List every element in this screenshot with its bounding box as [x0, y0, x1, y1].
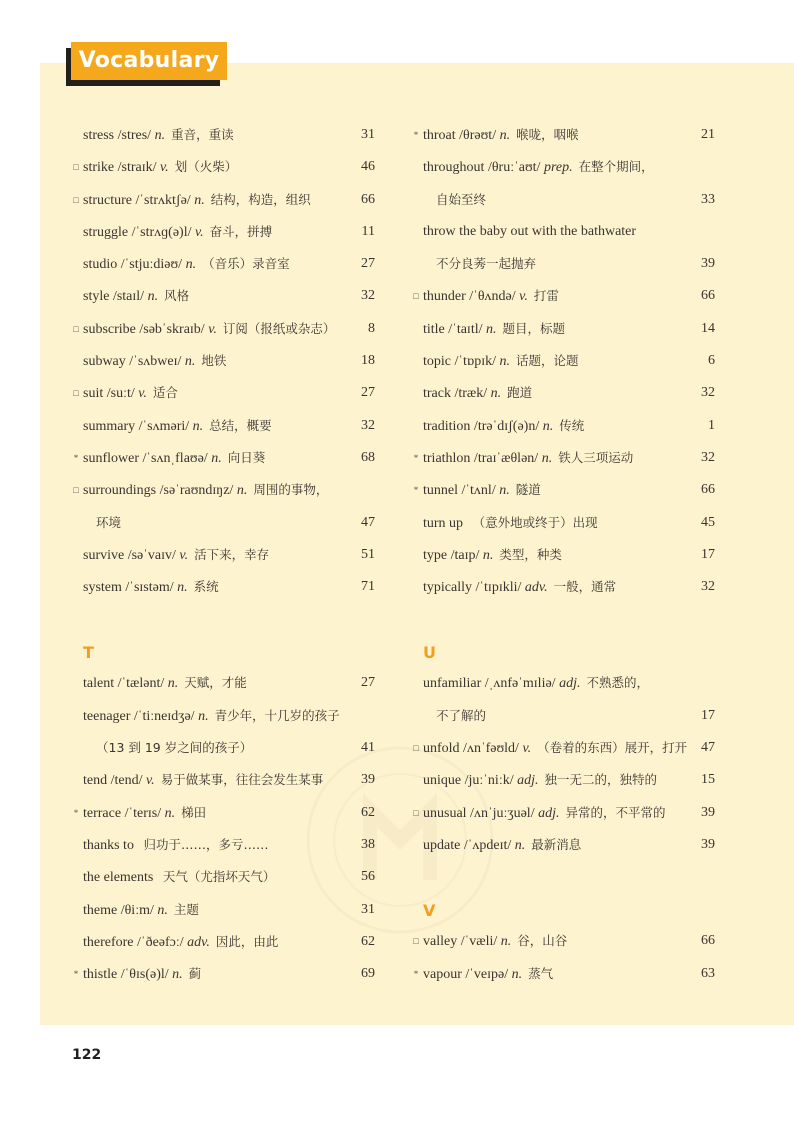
entry-text: [423, 571, 616, 604]
definition: 重音，重读: [171, 127, 234, 142]
vocabulary-entry: [70, 894, 375, 926]
vocabulary-entry: [70, 151, 375, 183]
page-reference: 62: [361, 933, 375, 949]
page-reference: 32: [361, 417, 375, 433]
definition: 向日葵: [227, 449, 266, 465]
definition: （卷着的东西）展开，打开: [537, 740, 688, 756]
vocabulary-entry: [70, 280, 375, 312]
entry-text: [423, 474, 541, 507]
page-reference: 15: [701, 772, 715, 788]
vocabulary-entry: [410, 507, 715, 539]
definition: 谷，山谷: [517, 933, 568, 949]
part-of-speech: n.: [511, 966, 523, 982]
headword-phonetic: teenager /ˈtiːneɪdʒə/: [83, 708, 199, 724]
vocabulary-entry: [70, 861, 375, 893]
page-reference: 27: [361, 256, 375, 272]
entry-text: [83, 377, 178, 410]
page-reference: 17: [701, 707, 715, 723]
definition-continuation: （13 到 19 岁之间的孩子）: [96, 740, 253, 756]
part-of-speech: n.: [500, 934, 512, 950]
headword-phonetic: topic /ˈtɒpɪk/: [423, 354, 500, 370]
definition: 蒸气: [528, 965, 554, 981]
definition: 梯田: [181, 804, 207, 820]
page-reference: 62: [361, 804, 375, 820]
definition: 总结，概要: [209, 417, 272, 433]
headword-phonetic: vapour /ˈveɪpə/: [423, 966, 512, 982]
part-of-speech: n.: [499, 354, 511, 370]
page-reference: 39: [701, 804, 715, 820]
page-reference: 31: [361, 127, 375, 142]
definition: 铁人三项运动: [558, 449, 634, 465]
headword-phonetic: summary /ˈsʌməri/: [83, 418, 193, 434]
headword-phonetic: surroundings /səˈraʊndɪŋz/: [83, 483, 237, 499]
vocabulary-entry: [70, 345, 375, 377]
entry-text: [423, 732, 687, 765]
headword-phonetic: subway /ˈsʌbweɪ/: [83, 354, 185, 370]
vocabulary-entry: [70, 797, 375, 829]
headword-phonetic: unusual /ʌnˈjuːʒuəl/: [423, 805, 539, 821]
vocabulary-entry: [410, 539, 715, 571]
vocabulary-entry: [410, 442, 715, 474]
entry-text: [83, 345, 226, 378]
entry-text: [423, 667, 649, 700]
headword-phonetic: style /staɪl/: [83, 289, 148, 305]
vocabulary-entry-continuation: [410, 184, 715, 216]
vocabulary-entry: [70, 474, 375, 506]
asterisk-marker-icon: *: [73, 452, 79, 463]
entry-text: [83, 861, 275, 894]
entry-text: [423, 119, 579, 152]
entry-text: [83, 894, 199, 927]
page-reference: 56: [361, 869, 375, 885]
entry-text: [423, 958, 553, 991]
headword-phonetic: turn up: [423, 515, 467, 531]
definition: 异常的，不平常的: [565, 804, 666, 820]
entry-text: [83, 700, 340, 733]
part-of-speech: n.: [486, 321, 497, 337]
page-reference: 14: [701, 320, 715, 336]
page-reference: 68: [361, 449, 375, 465]
entry-text: [423, 216, 636, 248]
definition: 适合: [152, 385, 178, 401]
page-reference: 32: [701, 579, 715, 595]
page-reference: 38: [361, 836, 375, 852]
definition: 系统: [193, 579, 219, 595]
part-of-speech: n.: [192, 418, 204, 434]
vocabulary-entry: [70, 313, 375, 345]
headword-phonetic: throat /θrəʊt/: [423, 128, 500, 143]
entry-text: [83, 442, 265, 475]
definition: 天赋，才能: [184, 675, 247, 691]
page-reference: 45: [701, 514, 715, 530]
definition: 一般，通常: [553, 579, 617, 595]
entry-text: [83, 958, 201, 991]
entry-text: [83, 539, 269, 572]
entry-text: [83, 248, 290, 281]
vocabulary-entry: [70, 829, 375, 861]
vocabulary-entry: [410, 345, 715, 377]
headword-phonetic: structure /ˈstrʌktʃə/: [83, 192, 195, 208]
page-reference: 21: [701, 127, 715, 142]
square-marker-icon: □: [73, 485, 79, 496]
definition: 地铁: [201, 353, 227, 369]
headword-phonetic: update /ˈʌpdeɪt/: [423, 837, 515, 853]
definition: 最新消息: [531, 836, 582, 852]
part-of-speech: n.: [482, 547, 494, 563]
headword-phonetic: thunder /ˈθʌndə/: [423, 289, 520, 305]
entry-text: [423, 442, 633, 475]
definition-continuation: 不了解的: [436, 707, 487, 723]
page-reference: 32: [701, 449, 715, 465]
vocabulary-entry: [70, 539, 375, 571]
headword-phonetic: suit /suːt/: [83, 386, 139, 402]
vocabulary-entry: [410, 151, 715, 183]
part-of-speech: n.: [194, 192, 205, 208]
entry-text: [83, 119, 234, 152]
headword-phonetic: strike /straɪk/: [83, 160, 160, 176]
vocabulary-entry: [410, 925, 715, 957]
page-reference: 69: [361, 966, 375, 982]
part-of-speech: v.: [179, 547, 189, 563]
headword-phonetic: therefore /ˈðeəfɔː/: [83, 934, 188, 950]
page-reference: 8: [368, 320, 375, 336]
section-letter-heading: T: [83, 643, 94, 663]
definition: （音乐）录音室: [202, 256, 290, 272]
page-reference: 27: [361, 385, 375, 401]
vocabulary-entry: [70, 667, 375, 699]
vocabulary-entry: [70, 926, 375, 958]
headword-phonetic: typically /ˈtɪpɪkli/: [423, 580, 525, 596]
vocabulary-entry: [70, 410, 375, 442]
definition: 喉咙，咽喉: [516, 127, 579, 142]
part-of-speech: v.: [194, 224, 204, 240]
definition: 青少年，十几岁的孩子: [214, 707, 340, 723]
vocabulary-entry: [70, 216, 375, 248]
vocabulary-entry: [410, 958, 715, 990]
part-of-speech: n.: [157, 902, 168, 918]
page-reference: 47: [701, 740, 715, 756]
square-marker-icon: □: [413, 743, 419, 754]
vocabulary-entry: [70, 958, 375, 990]
part-of-speech: n.: [154, 128, 166, 143]
page-reference: 39: [701, 256, 715, 272]
definition: 周围的事物，: [253, 482, 329, 498]
part-of-speech: n.: [198, 708, 209, 724]
definition: 划（火柴）: [174, 159, 238, 175]
vocabulary-entry: [410, 474, 715, 506]
headword-phonetic: thistle /ˈθɪs(ə)l/: [83, 967, 173, 983]
headword-phonetic: thanks to: [83, 837, 138, 853]
vocabulary-entry: [410, 732, 715, 764]
page-title: Vocabulary: [71, 42, 227, 80]
headword-phonetic: unfold /ʌnˈfəʊld/: [423, 741, 523, 757]
headword-phonetic: valley /ˈvæli/: [423, 934, 501, 950]
vocabulary-entry: [70, 571, 375, 603]
headword-phonetic: struggle /ˈstrʌɡ(ə)l/: [83, 224, 195, 240]
part-of-speech: prep.: [543, 160, 573, 176]
page-reference: 11: [361, 223, 375, 239]
asterisk-marker-icon: *: [413, 130, 419, 140]
part-of-speech: v.: [522, 741, 532, 757]
vocabulary-entry: [410, 280, 715, 312]
page-reference: 47: [361, 514, 375, 530]
entry-text: [83, 184, 311, 217]
part-of-speech: n.: [514, 837, 526, 853]
part-of-speech: n.: [236, 483, 248, 499]
part-of-speech: adj.: [517, 773, 539, 789]
vocabulary-entry: [410, 667, 715, 699]
part-of-speech: v.: [146, 773, 155, 789]
vocabulary-entry-continuation: [70, 732, 375, 764]
definition: 主题: [173, 901, 199, 917]
page-reference: 6: [708, 353, 715, 369]
part-of-speech: n.: [164, 805, 176, 821]
vocabulary-entry: [410, 377, 715, 409]
page-reference: 71: [361, 579, 375, 595]
entry-text: [423, 925, 567, 958]
page-reference: 39: [701, 836, 715, 852]
headword-phonetic: terrace /ˈterɪs/: [83, 805, 165, 821]
page-number: 122: [72, 1047, 102, 1063]
definition-continuation: 环境: [96, 514, 122, 530]
entry-text: [423, 345, 579, 378]
page-reference: 63: [701, 965, 715, 981]
headword-phonetic: throughout /θruːˈaʊt/: [423, 160, 544, 176]
part-of-speech: n.: [541, 450, 553, 466]
definition: 因此，由此: [215, 933, 279, 949]
entry-text: [423, 280, 559, 313]
vocabulary-entry: [410, 797, 715, 829]
square-marker-icon: □: [413, 936, 419, 947]
headword-phonetic: talent /ˈtælənt/: [83, 676, 168, 692]
headword-phonetic: triathlon /traɪˈæθlən/: [423, 450, 542, 466]
entry-text: [423, 410, 584, 443]
page-reference: 17: [701, 546, 715, 562]
entry-text: [423, 151, 654, 184]
vocabulary-entry: [70, 119, 375, 151]
definition: 奋斗，拼搏: [209, 223, 273, 239]
part-of-speech: adj.: [538, 805, 560, 821]
vocabulary-entry-continuation: [410, 700, 715, 732]
entry-text: [83, 926, 278, 959]
left-column: [70, 119, 375, 990]
part-of-speech: n.: [184, 354, 196, 370]
part-of-speech: n.: [490, 386, 502, 402]
part-of-speech: n.: [499, 483, 510, 499]
part-of-speech: n.: [177, 580, 188, 596]
definition: 题目，标题: [502, 320, 566, 336]
definition: 订阅（报纸或杂志）: [222, 320, 336, 336]
vocabulary-entry: [410, 829, 715, 861]
definition: 在整个期间，: [578, 159, 654, 175]
definition: 跑道: [507, 385, 533, 401]
headword-phonetic: tunnel /ˈtʌnl/: [423, 483, 500, 499]
entry-text: [423, 313, 565, 346]
definition: 传统: [559, 417, 585, 433]
part-of-speech: n.: [211, 450, 222, 466]
vocabulary-entry: [70, 248, 375, 280]
definition: 不熟悉的，: [586, 675, 649, 691]
headword-phonetic: tradition /trəˈdɪʃ(ə)n/: [423, 418, 543, 434]
headword-phonetic: type /taɪp/: [423, 547, 483, 563]
definition: （意外地或终于）出现: [472, 514, 598, 530]
definition: 活下来，幸存: [194, 546, 270, 562]
entry-text: [423, 539, 562, 572]
entry-text: [83, 667, 247, 700]
page-reference: 66: [361, 191, 375, 207]
part-of-speech: v.: [208, 321, 217, 337]
page-reference: 31: [361, 901, 375, 917]
part-of-speech: n.: [147, 289, 159, 305]
part-of-speech: adj.: [559, 676, 581, 692]
asterisk-marker-icon: *: [413, 968, 419, 979]
definition: 天气（尤指坏天气）: [162, 869, 276, 885]
headword-phonetic: theme /θiːm/: [83, 902, 158, 918]
page-reference: 66: [701, 482, 715, 498]
asterisk-marker-icon: *: [413, 452, 419, 463]
definition: 风格: [164, 288, 190, 304]
vocabulary-entry: [410, 313, 715, 345]
headword-phonetic: sunflower /ˈsʌnˌflaʊə/: [83, 450, 212, 466]
vocabulary-entry-continuation: [70, 507, 375, 539]
page-reference: 32: [361, 288, 375, 304]
definition: 归功于……，多亏……: [143, 836, 269, 852]
definition-continuation: 不分良莠一起抛弃: [436, 256, 537, 272]
headword-phonetic: subscribe /səbˈskraɪb/: [83, 321, 209, 337]
vocabulary-entry: [70, 377, 375, 409]
section-letter-heading: U: [423, 643, 436, 663]
vocabulary-entry: [410, 119, 715, 151]
entry-text: [83, 313, 335, 346]
page-reference: 18: [361, 353, 375, 369]
headword-phonetic: track /træk/: [423, 386, 491, 402]
entry-text: [423, 507, 598, 540]
definition: 话题，论题: [516, 353, 579, 369]
headword-phonetic: survive /səˈvaɪv/: [83, 547, 180, 563]
section-letter-heading: V: [423, 901, 436, 921]
entry-text: [423, 829, 581, 862]
headword-phonetic: the elements: [83, 870, 157, 886]
entry-text: [423, 764, 657, 797]
vocabulary-entry-continuation: [410, 248, 715, 280]
page-reference: 32: [701, 385, 715, 401]
definition-continuation: 自始至终: [436, 191, 487, 207]
vocabulary-entry: [70, 442, 375, 474]
page-reference: 41: [361, 740, 375, 756]
vocabulary-entry: [410, 216, 715, 248]
page-reference: 39: [361, 772, 375, 788]
vocabulary-entry: [70, 700, 375, 732]
definition: 隧道: [515, 482, 541, 498]
headword-phonetic: studio /ˈstjuːdiəʊ/: [83, 257, 186, 273]
part-of-speech: n.: [185, 257, 197, 273]
definition: 独一无二的，独特的: [544, 772, 658, 788]
vocabulary-entry: [70, 764, 375, 796]
vocabulary-entry: [410, 764, 715, 796]
definition: 打雷: [533, 288, 559, 304]
square-marker-icon: □: [413, 807, 419, 818]
page-reference: 66: [701, 288, 715, 304]
headword-phonetic: stress /stres/: [83, 128, 155, 143]
entry-text: [83, 151, 237, 184]
asterisk-marker-icon: *: [413, 485, 419, 496]
part-of-speech: n.: [172, 967, 183, 983]
page-reference: 66: [701, 933, 715, 949]
square-marker-icon: □: [73, 323, 79, 334]
entry-text: [83, 797, 206, 830]
definition: 蓟: [188, 966, 202, 982]
headword-phonetic: title /ˈtaɪtl/: [423, 321, 486, 337]
entry-text: [83, 410, 272, 443]
entry-text: [83, 474, 328, 507]
headword-phonetic: throw the baby out with the bathwater: [423, 223, 637, 239]
part-of-speech: n.: [167, 676, 179, 692]
square-marker-icon: □: [73, 162, 79, 173]
asterisk-marker-icon: *: [73, 807, 79, 818]
part-of-speech: v.: [519, 289, 528, 305]
entry-text: [83, 280, 189, 313]
definition: 结构，构造，组织: [210, 191, 311, 207]
vocabulary-entry: [410, 410, 715, 442]
headword-phonetic: unique /juːˈniːk/: [423, 773, 518, 789]
page-reference: 46: [361, 159, 375, 175]
vocabulary-entry: [410, 571, 715, 603]
page-reference: 33: [701, 191, 715, 207]
part-of-speech: v.: [138, 386, 147, 402]
entry-text: [423, 377, 532, 410]
page-reference: 1: [708, 417, 715, 433]
entry-text: [83, 764, 323, 797]
headword-phonetic: tend /tend/: [83, 773, 146, 789]
headword-phonetic: unfamiliar /ˌʌnfəˈmɪliə/: [423, 676, 560, 692]
definition: 类型，种类: [499, 546, 562, 562]
part-of-speech: adv.: [524, 580, 548, 596]
entry-text: [83, 216, 272, 249]
definition: 易于做某事，往往会发生某事: [160, 772, 324, 788]
square-marker-icon: □: [413, 291, 419, 302]
square-marker-icon: □: [73, 194, 79, 205]
part-of-speech: v.: [160, 160, 169, 176]
entry-text: [423, 797, 666, 830]
entry-text: [83, 571, 219, 604]
square-marker-icon: □: [73, 388, 79, 399]
asterisk-marker-icon: *: [73, 969, 79, 980]
entry-text: [83, 829, 268, 862]
right-column: [410, 119, 715, 990]
part-of-speech: n.: [499, 128, 511, 143]
vocabulary-entry: [70, 184, 375, 216]
headword-phonetic: system /ˈsɪstəm/: [83, 580, 178, 596]
page-reference: 27: [361, 675, 375, 691]
part-of-speech: adv.: [187, 934, 210, 950]
part-of-speech: n.: [542, 418, 554, 434]
page-reference: 51: [361, 546, 375, 562]
